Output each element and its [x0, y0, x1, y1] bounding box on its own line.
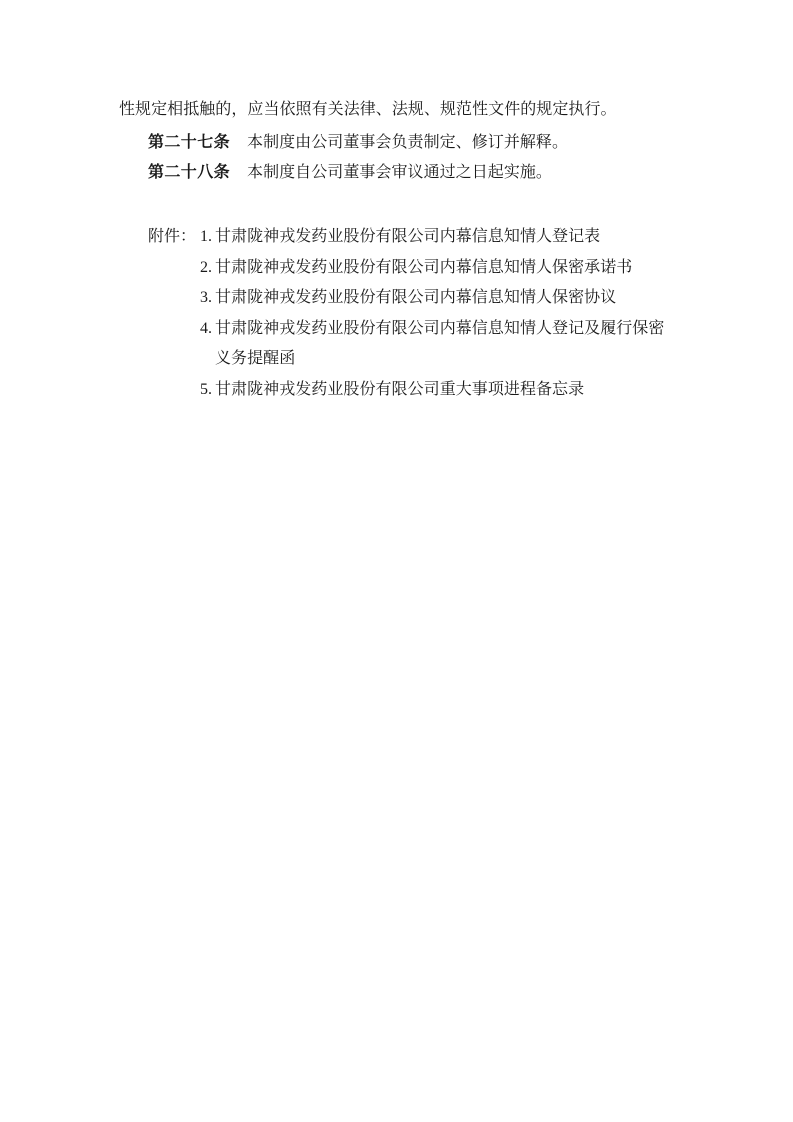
attachments-label: 附件：: [148, 228, 197, 245]
paragraph-article-28: [148, 163, 552, 182]
attachment-item-2: [200, 253, 672, 284]
paragraph-article-27: [148, 133, 568, 152]
article-27-label: 第二十七条: [148, 134, 231, 151]
attachment-item-1: [200, 222, 672, 253]
attachment-item-number: 4.: [200, 319, 212, 337]
article-28-text: 本制度自公司董事会审议通过之日起实施。: [247, 164, 552, 181]
article-28-label: 第二十八条: [148, 164, 231, 181]
attachment-item-number: 1.: [200, 228, 212, 245]
attachment-item-text: 甘肃陇神戎发药业股份有限公司内幕信息知情人保密承诺书: [215, 258, 633, 276]
attachments-block: [148, 222, 672, 405]
attachment-item-text: 甘肃陇神戎发药业股份有限公司重大事项进程备忘录: [215, 380, 585, 398]
paragraph-text: 性规定相抵触的，应当依照有关法律、法规、规范性文件的规定执行。: [119, 101, 617, 118]
attachment-item-5: [200, 375, 672, 406]
attachment-item-text: 甘肃陇神戎发药业股份有限公司内幕信息知情人登记表: [215, 228, 601, 245]
attachments-list: [200, 222, 672, 405]
attachment-item-text: 甘肃陇神戎发药业股份有限公司内幕信息知情人保密协议: [215, 289, 617, 306]
paragraph-continuation: [119, 100, 617, 119]
attachment-item-number: 2.: [200, 258, 212, 276]
attachment-item-text: 甘肃陇神戎发药业股份有限公司内幕信息知情人登记及履行保密义务提醒函: [215, 319, 665, 367]
attachment-item-3: [200, 283, 672, 314]
article-27-text: 本制度由公司董事会负责制定、修订并解释。: [247, 134, 569, 151]
attachment-item-4: [200, 314, 672, 375]
attachment-item-number: 5.: [200, 380, 212, 398]
attachment-item-number: 3.: [200, 289, 212, 306]
